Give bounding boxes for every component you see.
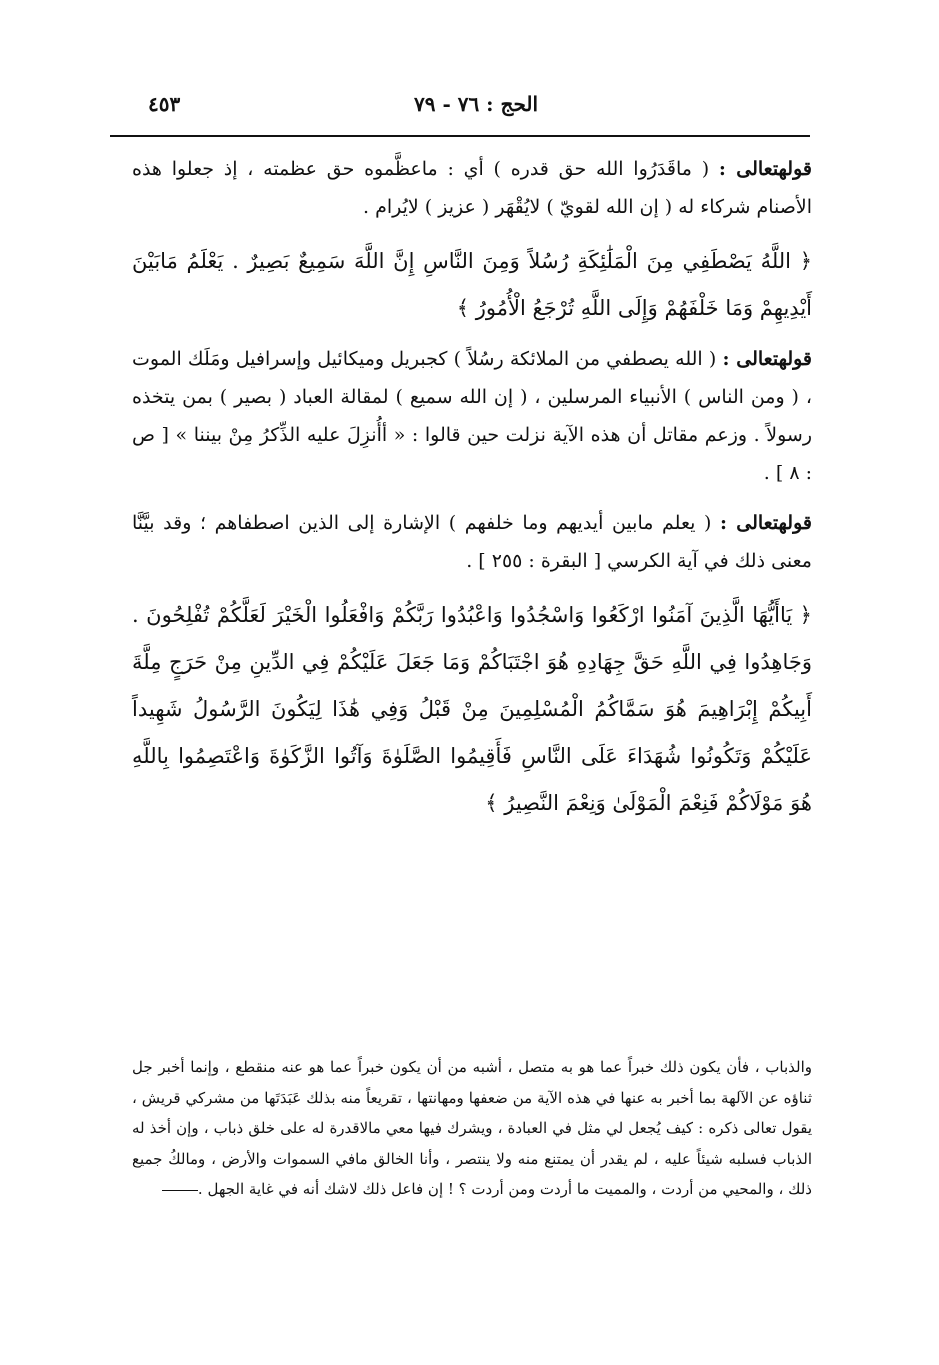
commentary-text: ( الله يصطفي من الملائكة رسُلاً ) كجبريل وميكائيل وإسرافيل ومَلَك الموت ، ( ومن الناس ) الأنبياء المرسلين ، ( إن الله سميع ) لمقالة العباد ( بصير ) بمن يتخذه رسولاً . وزعم مقاتل أن هذه الآية نزلت حين قالوا : « أأُنزِلَ عليه الذِّكرُ مِنْ بيننا » [ ص : ٨ ] . [132, 348, 812, 484]
footnote-paragraph [132, 1052, 812, 1205]
commentary-text: ( ماقَدَرُوا الله حق قدره ) أي : ماعظَّموه حق عظمته ، إذ جعلوا هذه الأصنام شركاء له ( إن الله لقويّ ) لايُقْهَر ( عزيز ) لايُرام . [132, 158, 812, 218]
header-rule [110, 135, 810, 137]
commentary-paragraph [132, 150, 812, 226]
chapter-reference: الحج : ٧٦ - ٧٩ [414, 92, 538, 116]
page-number: ٤٥٣ [148, 92, 181, 116]
commentary-keyword: قولهتعالى : [722, 348, 813, 370]
footnote-block [132, 1052, 812, 1205]
commentary-keyword: قولهتعالى : [718, 158, 812, 180]
main-text [132, 150, 812, 827]
quran-verse: ﴿ اللَّهُ يَصْطَفِي مِنَ الْمَلَٰئِكَةِ رُسُلاً وَمِنَ النَّاسِ إِنَّ اللَّهَ سَمِيعٌ بَصِيرٌ . يَعْلَمُ مَابَيْنَ أَيْدِيهِمْ وَمَا خَلْفَهُمْ وَإِلَى اللَّهِ تُرْجَعُ الْأُمُورُ ﴾ [132, 249, 812, 320]
footnote-rule [162, 1190, 198, 1191]
commentary-keyword: قولهتعالى : [720, 512, 812, 534]
commentary-paragraph [132, 504, 812, 580]
page-header [118, 92, 808, 126]
commentary-paragraph [132, 340, 812, 492]
quran-verse: ﴿ يَاأَيُّهَا الَّذِينَ آمَنُوا ارْكَعُوا وَاسْجُدُوا وَاعْبُدُوا رَبَّكُمْ وَافْعَلُوا الْخَيْرَ لَعَلَّكُمْ تُفْلِحُونَ . وَجَاهِدُوا فِي اللَّهِ حَقَّ جِهَادِهِ هُوَ اجْتَبَاكُمْ وَمَا جَعَلَ عَلَيْكُمْ فِي الدِّينِ مِنْ حَرَجٍ مِلَّةَ أَبِيكُمْ إِبْرَاهِيمَ هُوَ سَمَّاكُمُ الْمُسْلِمِينَ مِنْ قَبْلُ وَفِي هَٰذَا لِيَكُونَ الرَّسُولُ شَهِيداً عَلَيْكُمْ وَتَكُونُوا شُهَدَاءَ عَلَى النَّاسِ فَأَقِيمُوا الصَّلَوٰةَ وَآتُوا الزَّكَوٰةَ وَاعْتَصِمُوا بِاللَّهِ هُوَ مَوْلَاكُمْ فَنِعْمَ الْمَوْلَىٰ وَنِعْمَ النَّصِيرُ ﴾ [132, 603, 812, 815]
footnote-text: والذباب ، فأن يكون ذلك خبراً عما هو به متصل ، أشبه من أن يكون خبراً عما هو عنه منقطع ، وإنما أخبر جل ثناؤه عن الآلهة بما أخبر به عنها في هذه الآية من ضعفها ومهانتها ، تقريعاً منه بذلك عَبَدَتَها من مشركي قريش ، يقول تعالى ذكره : كيف يُجعل لي مثل في العبادة ، ويشرك فيها معي مالاقدرة له على خلق ذباب ، وإن أخذ له الذباب فسلبه شيئاً عليه ، لم يقدر أن يمتنع منه ولا ينتصر ، وأنا الخالق مافي السموات والأرض ، ومالكُ جميع ذلك ، والمحيي من أردت ، والمميت ما أردت ومن أردت ؟ ! إن فاعل ذلك لاشك أنه في غاية الجهل . [132, 1058, 812, 1198]
commentary-text: ( يعلم مابين أيديهم وما خلفهم ) الإشارة إلى الذين اصطفاهم ؛ وقد بيَّنَّا معنى ذلك في آية الكرسي [ البقرة : ٢٥٥ ] . [132, 512, 812, 572]
